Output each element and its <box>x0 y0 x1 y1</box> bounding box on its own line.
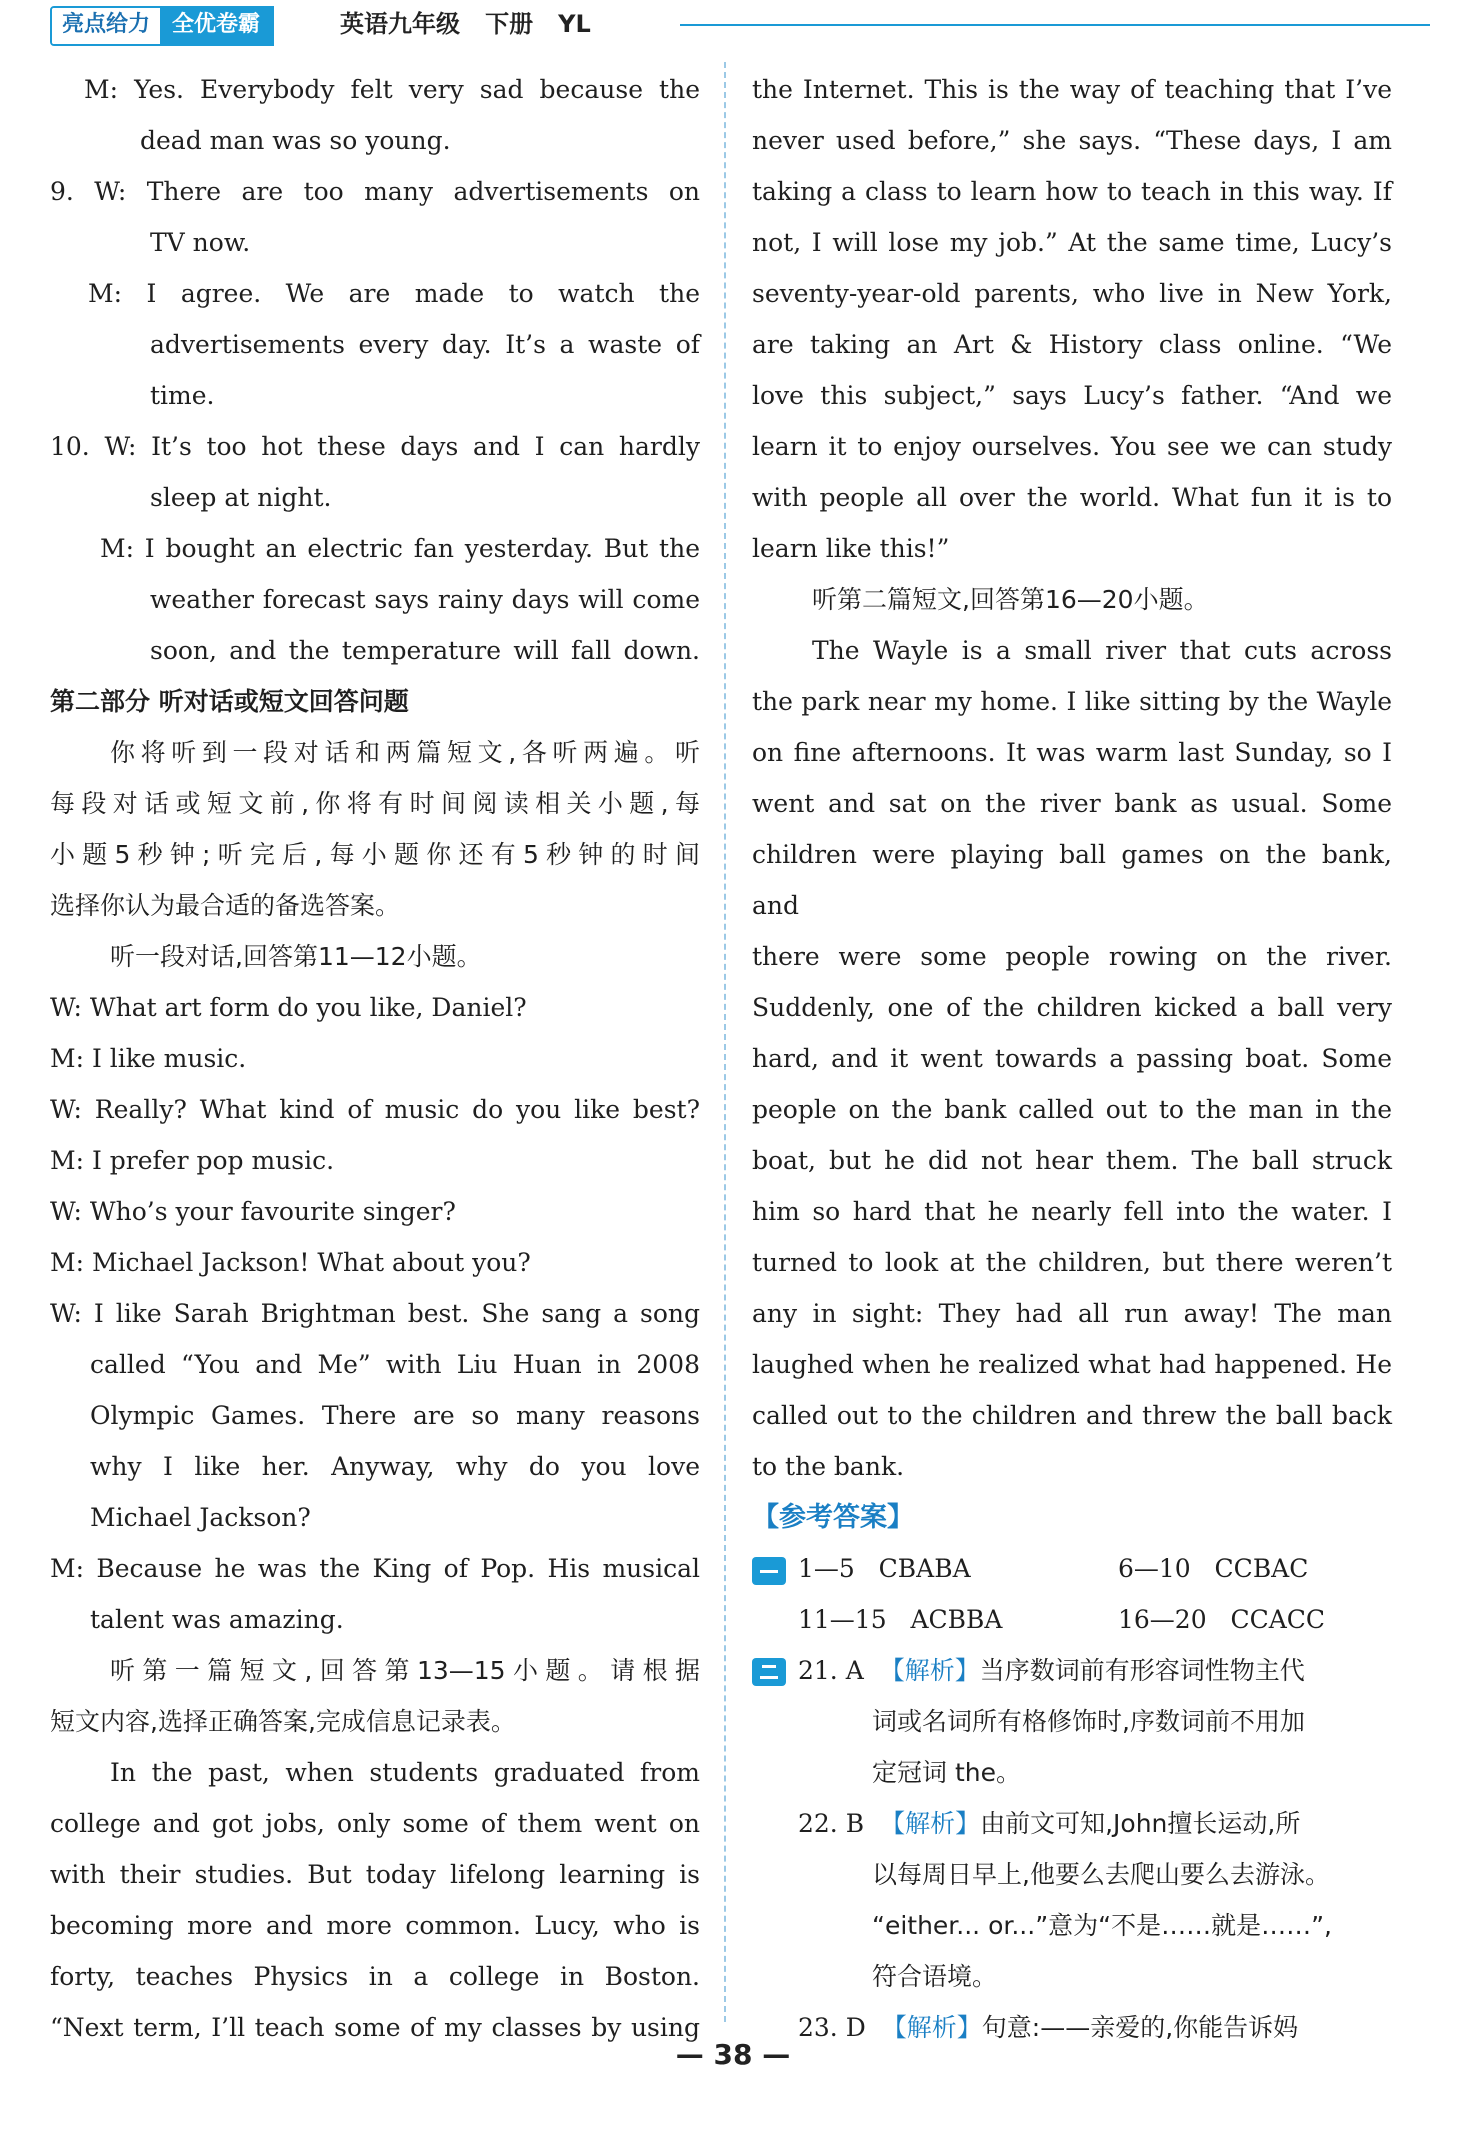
explanation-line <box>752 1849 1392 1900</box>
text-line: the Internet. This is the way of teaching that I’ve <box>752 75 1392 104</box>
analysis-tag: 【解析】 <box>880 1809 981 1838</box>
text-line: W: I like Sarah Brightman best. She sang a song <box>50 1299 700 1328</box>
text-line: 听第二篇短文,回答第16—20小题。 <box>812 585 1209 614</box>
left-column <box>50 64 700 2053</box>
text-line: with people all over the world. What fun it is to <box>752 483 1392 512</box>
explanation-text: “either... or...”意为“不是……就是……”, <box>872 1911 1332 1940</box>
text-line: with their studies. But today lifelong learning is <box>50 1860 700 1889</box>
question-number: 23. D <box>798 2013 866 2042</box>
answer-cell: 16—20 CCACC <box>1118 1605 1326 1634</box>
answer-cell: 11—15 ACBBA <box>798 1605 1003 1634</box>
text-line: Suddenly, one of the children kicked a ball very <box>752 993 1392 1022</box>
part-two-icon <box>752 1658 786 1686</box>
text-line: why I like her. Anyway, why do you love <box>90 1452 700 1481</box>
text-line: 10. W: It’s too hot these days and I can hardly <box>50 432 700 461</box>
explanation-text: 符合语境。 <box>872 1962 998 1991</box>
page-number-value: 38 <box>713 2038 753 2071</box>
brand-right: 全优卷霸 <box>160 8 272 44</box>
text-line: to the bank. <box>752 1452 905 1481</box>
text-line: are taking an Art & History class online. “We <box>752 330 1392 359</box>
text-line: soon, and the temperature will fall down. <box>150 636 700 665</box>
explanation-line <box>752 1798 1392 1849</box>
text-line: there were some people rowing on the river. <box>752 942 1392 971</box>
column-divider <box>724 62 726 2022</box>
text-line: 听第一篇短文,回答第13—15小题。请根据 <box>110 1656 700 1685</box>
text-line: learn like this!” <box>752 534 950 563</box>
text-line: Michael Jackson? <box>90 1503 311 1532</box>
text-line: not, I will lose my job.” At the same time, Lucy’s <box>752 228 1392 257</box>
text-line: time. <box>150 381 215 410</box>
explanation-text: 词或名词所有格修饰时,序数词前不用加 <box>872 1707 1305 1736</box>
section-heading: 第二部分 听对话或短文回答问题 <box>50 687 409 716</box>
explanation-line <box>752 1747 1392 1798</box>
text-line: 9. W: There are too many advertisements on <box>50 177 700 206</box>
text-line: In the past, when students graduated from <box>110 1758 700 1787</box>
answer-cell: 1—5 CBABA <box>798 1554 971 1583</box>
text-line: M: I like music. <box>50 1044 247 1073</box>
text-line: dead man was so young. <box>140 126 451 155</box>
text-line: love this subject,” says Lucy’s father. “And we <box>752 381 1392 410</box>
question-number: 21. A <box>798 1656 864 1685</box>
text-line: becoming more and more common. Lucy, who is <box>50 1911 700 1940</box>
text-line: 选择你认为最合适的备选答案。 <box>50 891 401 920</box>
page-header <box>50 6 1390 42</box>
text-line: TV now. <box>150 228 251 257</box>
text-line: any in sight: They had all run away! The man <box>752 1299 1392 1328</box>
header-rule <box>680 24 1430 26</box>
answer-cell: 6—10 CCBAC <box>1118 1554 1309 1583</box>
question-number: 22. B <box>798 1809 865 1838</box>
explanation-text: 定冠词 the。 <box>872 1758 1021 1787</box>
brand-left: 亮点给力 <box>52 8 160 44</box>
text-line: M: I bought an electric fan yesterday. But the <box>100 534 700 563</box>
answer-title: 【参考答案】 <box>752 1502 914 1533</box>
answer-row <box>752 1543 1392 1594</box>
text-line: W: Who’s your favourite singer? <box>50 1197 456 1226</box>
text-line: children were playing ball games on the bank, and <box>752 840 1392 920</box>
answer-row <box>752 1594 1392 1645</box>
text-line: sleep at night. <box>150 483 332 512</box>
text-line: W: Really? What kind of music do you like best? <box>50 1095 700 1124</box>
text-line: went and sat on the river bank as usual. Some <box>752 789 1392 818</box>
explanation-line <box>752 1645 1392 1696</box>
text-line: 听一段对话,回答第11—12小题。 <box>110 942 482 971</box>
part-one-icon <box>752 1557 786 1585</box>
analysis-tag: 【解析】 <box>881 2013 982 2042</box>
right-column-text <box>752 64 1392 1492</box>
text-line: laughed when he realized what had happened. He <box>752 1350 1392 1379</box>
text-line: called out to the children and threw the ball back <box>752 1401 1392 1430</box>
text-line: The Wayle is a small river that cuts across <box>812 636 1392 665</box>
book-info: 英语九年级 下册 YL <box>340 10 591 38</box>
text-line: boat, but he did not hear them. The ball struck <box>752 1146 1392 1175</box>
brand-logo <box>50 6 274 46</box>
text-line: on fine afternoons. It was warm last Sunday, so I <box>752 738 1392 767</box>
right-column <box>752 64 1392 2053</box>
text-line: M: Yes. Everybody felt very sad because the <box>84 75 700 104</box>
text-line: Olympic Games. There are so many reasons <box>90 1401 700 1430</box>
text-line: M: Because he was the King of Pop. His musical <box>50 1554 700 1583</box>
text-line: college and got jobs, only some of them went on <box>50 1809 700 1838</box>
explanation-text: 由前文可知,John擅长运动,所 <box>980 1809 1301 1838</box>
explanation-text: 以每周日早上,他要么去爬山要么去游泳。 <box>872 1860 1330 1889</box>
explanation-text: 句意:——亲爱的,你能告诉妈 <box>981 2013 1299 2042</box>
text-line: seventy-year-old parents, who live in New York, <box>752 279 1392 308</box>
text-line: M: I agree. We are made to watch the <box>88 279 700 308</box>
text-line: 短文内容,选择正确答案,完成信息记录表。 <box>50 1707 516 1736</box>
explanation-line <box>752 1900 1392 1951</box>
text-line: M: Michael Jackson! What about you? <box>50 1248 531 1277</box>
explanation-line <box>752 1696 1392 1747</box>
explanation-text: 当序数词前有形容词性物主代 <box>979 1656 1305 1685</box>
text-line: hard, and it went towards a passing boat. Some <box>752 1044 1392 1073</box>
text-line: “Next term, I’ll teach some of my classes by using <box>50 2013 700 2042</box>
text-line: forty, teaches Physics in a college in Boston. <box>50 1962 700 1991</box>
text-line: advertisements every day. It’s a waste of <box>150 330 700 359</box>
text-line: turned to look at the children, but there weren’t <box>752 1248 1392 1277</box>
text-line: learn it to enjoy ourselves. You see we can study <box>752 432 1392 461</box>
explanation-line <box>752 1951 1392 2002</box>
answer-section <box>752 1492 1392 2053</box>
text-line: people on the bank called out to the man in the <box>752 1095 1392 1124</box>
text-line: W: What art form do you like, Daniel? <box>50 993 527 1022</box>
text-line: called “You and Me” with Liu Huan in 2008 <box>90 1350 700 1379</box>
text-line: him so hard that he nearly fell into the water. I <box>752 1197 1392 1226</box>
text-line: never used before,” she says. “These days, I am <box>752 126 1392 155</box>
text-line: 你将听到一段对话和两篇短文,各听两遍。听 <box>110 738 700 767</box>
text-line: the park near my home. I like sitting by the Wayle <box>752 687 1392 716</box>
text-line: weather forecast says rainy days will come <box>150 585 700 614</box>
analysis-tag: 【解析】 <box>879 1656 980 1685</box>
text-line: taking a class to learn how to teach in this way. If <box>752 177 1392 206</box>
text-line: 每段对话或短文前,你将有时间阅读相关小题,每 <box>50 789 700 818</box>
text-line: 小题5秒钟;听完后,每小题你还有5秒钟的时间 <box>50 840 700 869</box>
text-line: M: I prefer pop music. <box>50 1146 335 1175</box>
page-number: — 38 — <box>675 2038 791 2071</box>
text-line: talent was amazing. <box>90 1605 344 1634</box>
